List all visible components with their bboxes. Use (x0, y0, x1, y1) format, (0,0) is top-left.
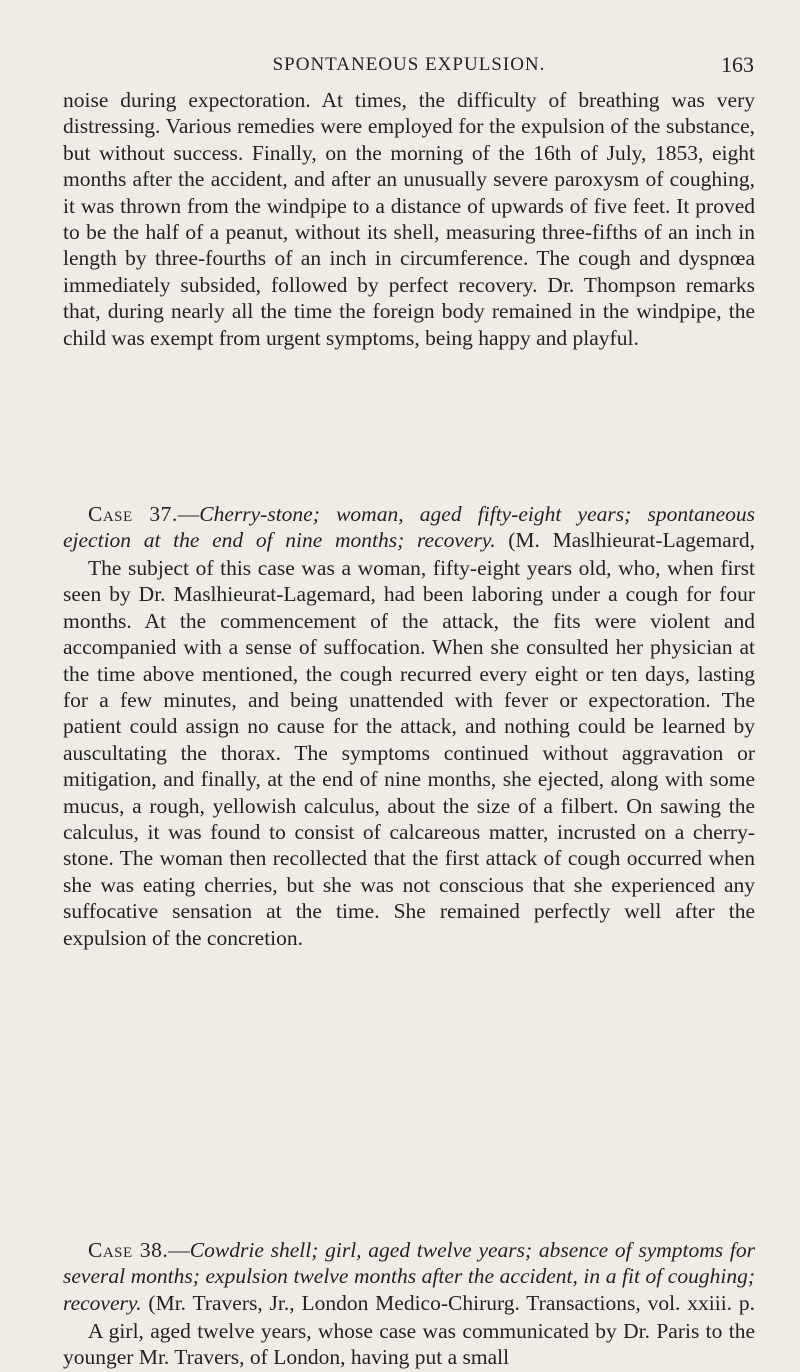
case-37-label: Case 37. (88, 502, 178, 526)
page-header (64, 50, 754, 80)
case-37-citation: (M. Maslhieurat-Lagemard, (508, 528, 755, 553)
case-37-body: The subject of this case was a woman, fifty-eight years old, who, when first seen by Dr. Maslhieurat-Lagemard, had been laboring under a cough for four months. At the commencement of the attack, the fits were violent and accompanied with a sense of suffocation. When she consulted her physician at the time above mentioned, the cough recurred every eight or ten days, lasting for a few minutes, and being unattended with fever or expectoration. The patient could assign no cause for the attack, and nothing could be learned by auscultating the thorax. The symptoms continued without aggravation or mitigation, and finally, at the end of nine months, she ejected, along with some mucus, a rough, yellowish calculus, about the size of a filbert. On sawing the calculus, it was found to consist of calcareous matter, incrusted on a cherry-stone. The woman then recollected that the first attack of cough occurred when she was eating cherries, but she was not conscious that she experienced any suffocative sensation at the time. She remained perfectly well after the expulsion of the concretion. (63, 556, 755, 950)
page-body (63, 87, 755, 1372)
case-37-heading (63, 501, 755, 555)
page-number: 163 (721, 52, 754, 77)
case-38 (63, 1237, 755, 1372)
case-38-label: Case 38. (88, 1238, 169, 1262)
running-head: SPONTANEOUS EXPULSION. (272, 54, 546, 75)
case-38-heading (63, 1237, 755, 1318)
case-38-dash: — (168, 1238, 190, 1262)
intro-paragraph: noise during expectoration. At times, the difficulty of breathing was very distressing. Various remedies were employed for the expulsion of the substance, but without success. Finally, on the morning of the 16th of July, 1853, eight months after the accident, and after an unusually severe paroxysm of coughing, it was thrown from the windpipe to a distance of upwards of five feet. It proved to be the half of a peanut, without its shell, measuring three-fifths of an inch in length by three-fourths of an inch in circumference. The cough and dyspnœa immediately subsided, followed by perfect recovery. Dr. Thompson remarks that, during nearly all the time the foreign body remained in the windpipe, the child was exempt from urgent symptoms, being happy and playful. (63, 88, 755, 350)
case-37-dash: — (177, 502, 200, 526)
case-38-citation: (Mr. Travers, Jr., London Medico-Chirurg. Transactions, vol. xxiii. p. (148, 1290, 755, 1315)
case-38-body: A girl, aged twelve years, whose case was communicated by Dr. Paris to the younger Mr. Travers, of London, having put a small (63, 1319, 755, 1370)
case-38-title: Cowdrie shell; girl, aged twelve years; absence of symptoms for several months; expulsion twelve months after the accident, in a fit of coughing; recovery. (63, 1238, 755, 1315)
case-37 (63, 501, 755, 1217)
case-37-title: Cherry-stone; woman, aged fifty-eight years; spontaneous ejection at the end of nine months; recovery. (63, 502, 755, 553)
